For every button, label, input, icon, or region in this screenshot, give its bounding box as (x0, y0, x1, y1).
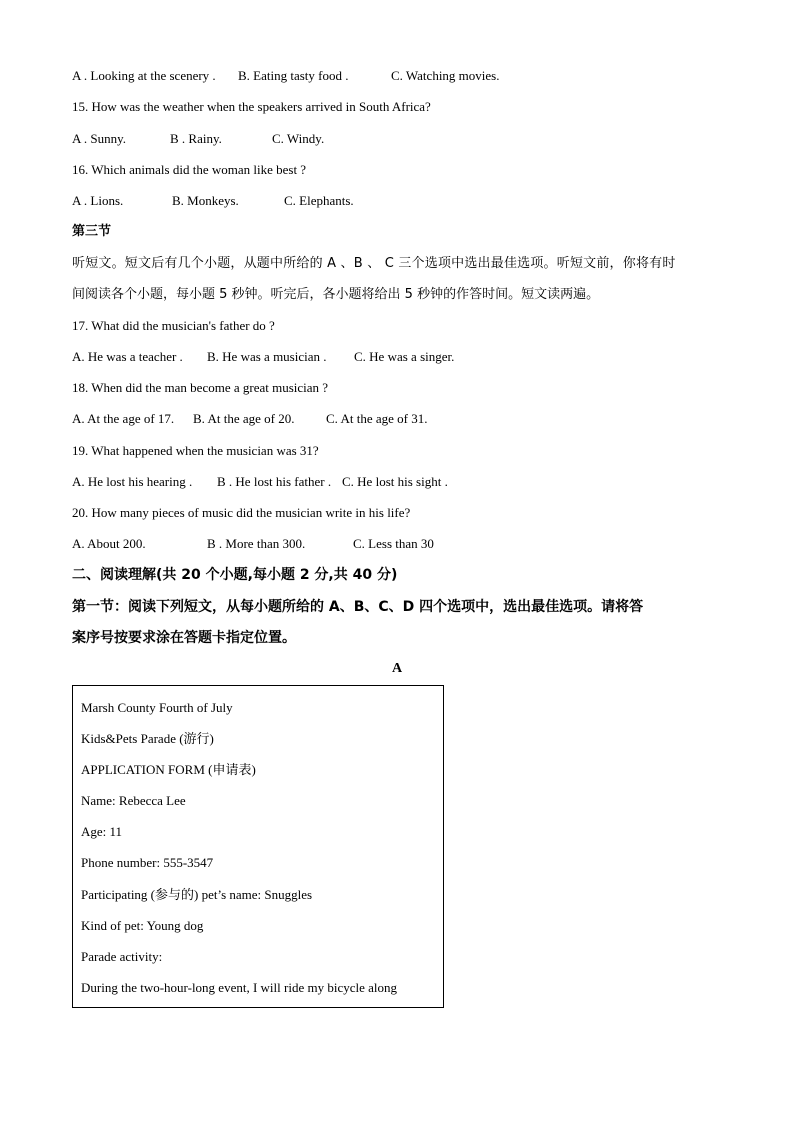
q14-option-a: A . Looking at the scenery . (72, 68, 216, 83)
form-name: Name: Rebecca Lee (81, 793, 186, 808)
section-3-instruction-line-2: 间阅读各个小题，每小题 5 秒钟。听完后，各小题将给出 5 秒钟的作答时间。短文读两遍。 (72, 287, 600, 302)
part-2-instruction-line-2: 案序号按要求涂在答题卡指定位置。 (72, 630, 296, 646)
passage-label: A (391, 661, 403, 676)
form-event-title: Marsh County Fourth of July (81, 700, 233, 715)
question-16: 16. Which animals did the woman like best ? (72, 162, 307, 177)
form-activity-label: Parade activity: (81, 949, 163, 964)
question-20: 20. How many pieces of music did the musician write in his life? (72, 505, 411, 520)
form-pet-name: Participating (参与的) pet’s name: Snuggles (81, 887, 313, 902)
q16-option-b: B. Monkeys. (172, 193, 239, 208)
q15-option-b: B . Rainy. (170, 131, 222, 146)
question-19: 19. What happened when the musician was 31? (72, 443, 319, 458)
q15-option-a: A . Sunny. (72, 131, 127, 146)
q19-option-c: C. He lost his sight . (342, 474, 448, 489)
application-form-box (72, 685, 444, 1008)
q20-option-a: A. About 200. (72, 536, 146, 551)
form-age: Age: 11 (81, 824, 123, 839)
part-2-instruction-line-1: 第一节：阅读下列短文，从每小题所给的 A、B、C、D 四个选项中，选出最佳选项。请将答 (72, 599, 644, 615)
form-activity-text: During the two-hour-long event, I will ride my bicycle along (81, 980, 397, 995)
q17-option-c: C. He was a singer. (354, 349, 455, 364)
q19-option-b: B . He lost his father . (217, 474, 332, 489)
form-heading: APPLICATION FORM (申请表) (81, 762, 256, 777)
q18-option-b: B. At the age of 20. (193, 411, 295, 426)
q20-option-c: C. Less than 30 (353, 536, 434, 551)
form-parade-name: Kids&Pets Parade (游行) (81, 731, 214, 746)
q16-option-c: C. Elephants. (284, 193, 354, 208)
q14-option-b: B. Eating tasty food . (238, 68, 349, 83)
form-phone: Phone number: 555-3547 (81, 855, 214, 870)
section-3-heading: 第三节 (72, 224, 112, 239)
q18-option-a: A. At the age of 17. (72, 411, 175, 426)
q18-option-c: C. At the age of 31. (326, 411, 428, 426)
part-2-heading: 二、阅读理解(共 20 个小题,每小题 2 分,共 40 分) (72, 567, 398, 583)
q20-option-b: B . More than 300. (207, 536, 306, 551)
q17-option-b: B. He was a musician . (207, 349, 327, 364)
section-3-instruction-line-1: 听短文。短文后有几个小题，从题中所给的 A 、B 、 C 三个选项中选出最佳选项。听短文前，你将有时 (72, 256, 676, 271)
q14-option-c: C. Watching movies. (391, 68, 500, 83)
question-17: 17. What did the musician's father do ? (72, 318, 275, 333)
form-pet-kind: Kind of pet: Young dog (81, 918, 204, 933)
q16-option-a: A . Lions. (72, 193, 124, 208)
q17-option-a: A. He was a teacher . (72, 349, 183, 364)
q15-option-c: C. Windy. (272, 131, 325, 146)
question-15: 15. How was the weather when the speakers arrived in South Africa? (72, 99, 431, 114)
question-18: 18. When did the man become a great musician ? (72, 380, 329, 395)
q19-option-a: A. He lost his hearing . (72, 474, 193, 489)
